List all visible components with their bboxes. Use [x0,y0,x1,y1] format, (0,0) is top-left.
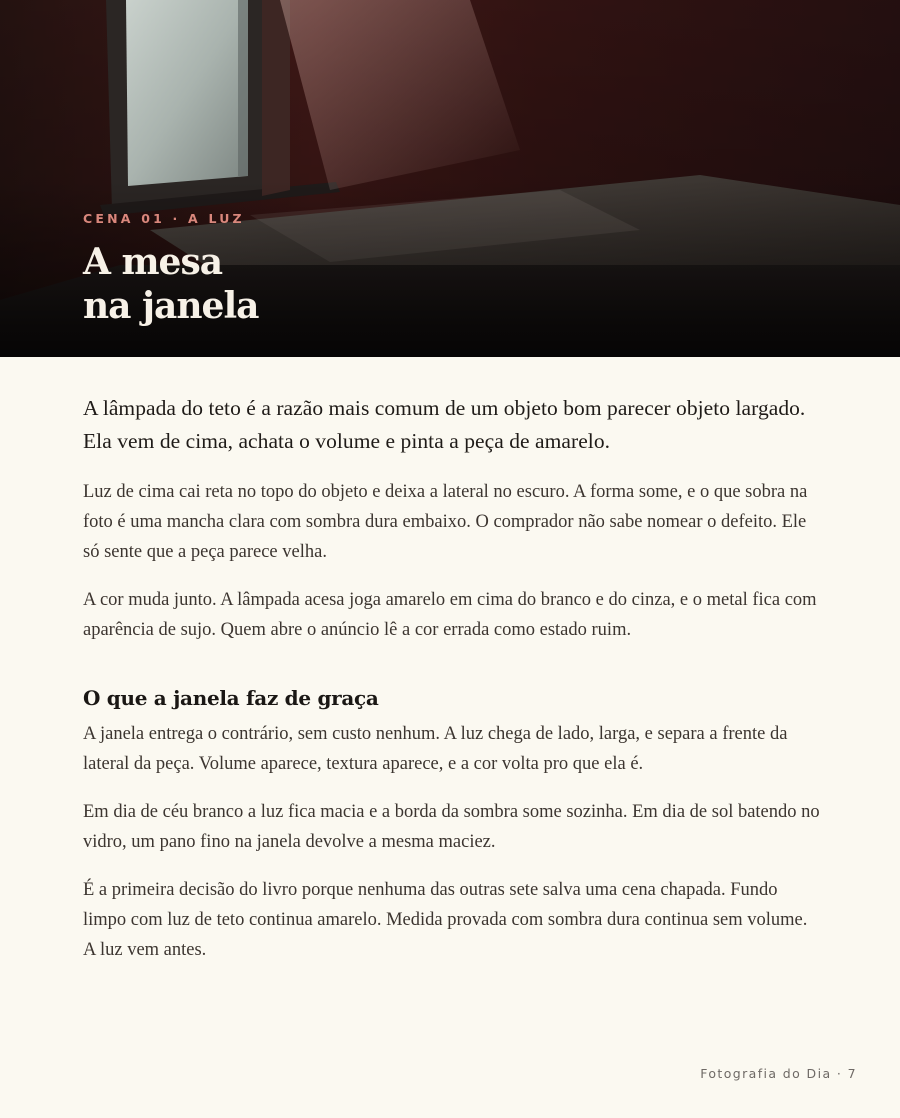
section-heading: O que a janela faz de graça [83,686,379,710]
chapter-title-line-2: na janela [83,285,259,327]
page-folio: Fotografia do Dia · 7 [700,1066,857,1081]
section-paragraph-1: A janela entrega o contrário, sem custo nenhum. A luz chega de lado, larga, e separa a frente da lateral da peça. Volume aparece, textura aparece, e a cor volta pro que ela é. [83,724,788,774]
chapter-title-line-1: A mesa [83,241,223,283]
hero-banner [0,0,900,357]
body-paragraph-1: Luz de cima cai reta no topo do objeto e deixa a lateral no escuro. A forma some, e o que sobra na foto é uma mancha clara com sombra dura embaixo. O comprador não sabe nomear o defeito. Ele só sente que a peça parece velha. [83,482,808,562]
body-paragraph-2: A cor muda junto. A lâmpada acesa joga amarelo em cima do branco e do cinza, e o metal fica com aparência de sujo. Quem abre o anúncio lê a cor errada como estado ruim. [83,590,817,640]
lead-paragraph: A lâmpada do teto é a razão mais comum de um objeto bom parecer objeto largado. Ela vem de cima, achata o volume e pinta a peça de amarelo. [83,396,806,453]
scene-kicker: CENA 01 · A LUZ [83,211,245,226]
section-paragraph-3: É a primeira decisão do livro porque nenhuma das outras sete salva uma cena chapada. Fundo limpo com luz de teto continua amarelo. Medida provada com sombra dura continua sem volume. A luz vem antes. [83,880,808,960]
chapter-title [83,240,258,328]
section-paragraph-2: Em dia de céu branco a luz fica macia e a borda da sombra some sozinha. Em dia de sol batendo no vidro, um pano fino na janela devolve a mesma maciez. [83,802,820,852]
article-body [83,392,823,983]
